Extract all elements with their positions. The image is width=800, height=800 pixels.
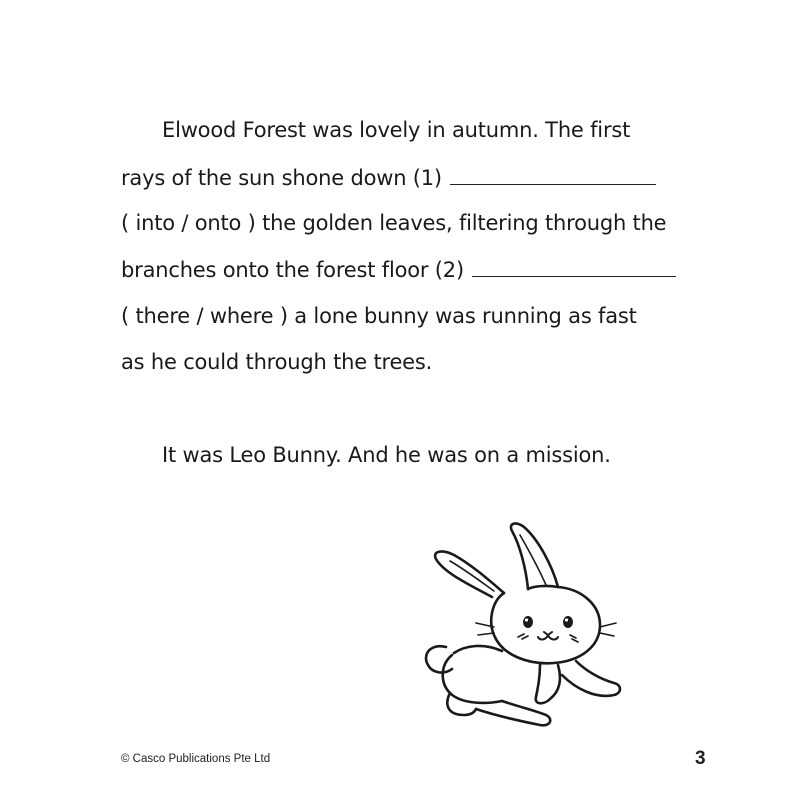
running-bunny-illustration (410, 515, 630, 730)
story-line-6: as he could through the trees. (121, 350, 433, 374)
story-line-7: It was Leo Bunny. And he was on a mission. (162, 443, 611, 467)
copyright-notice: © Casco Publications Pte Ltd (121, 753, 271, 765)
story-line-1: Elwood Forest was lovely in autumn. The first (162, 118, 631, 142)
answer-blank-1[interactable] (450, 164, 656, 185)
story-line-3: ( into / onto ) the golden leaves, filtering through the (121, 211, 667, 235)
page-number: 3 (695, 748, 706, 769)
story-line-4-text: branches onto the forest floor (2) (121, 258, 464, 282)
story-line-5: ( there / where ) a lone bunny was running as fast (121, 304, 637, 328)
answer-blank-2[interactable] (472, 256, 676, 277)
story-line-2-text: rays of the sun shone down (1) (121, 166, 442, 190)
story-line-4 (121, 256, 676, 284)
story-line-2 (121, 164, 656, 192)
